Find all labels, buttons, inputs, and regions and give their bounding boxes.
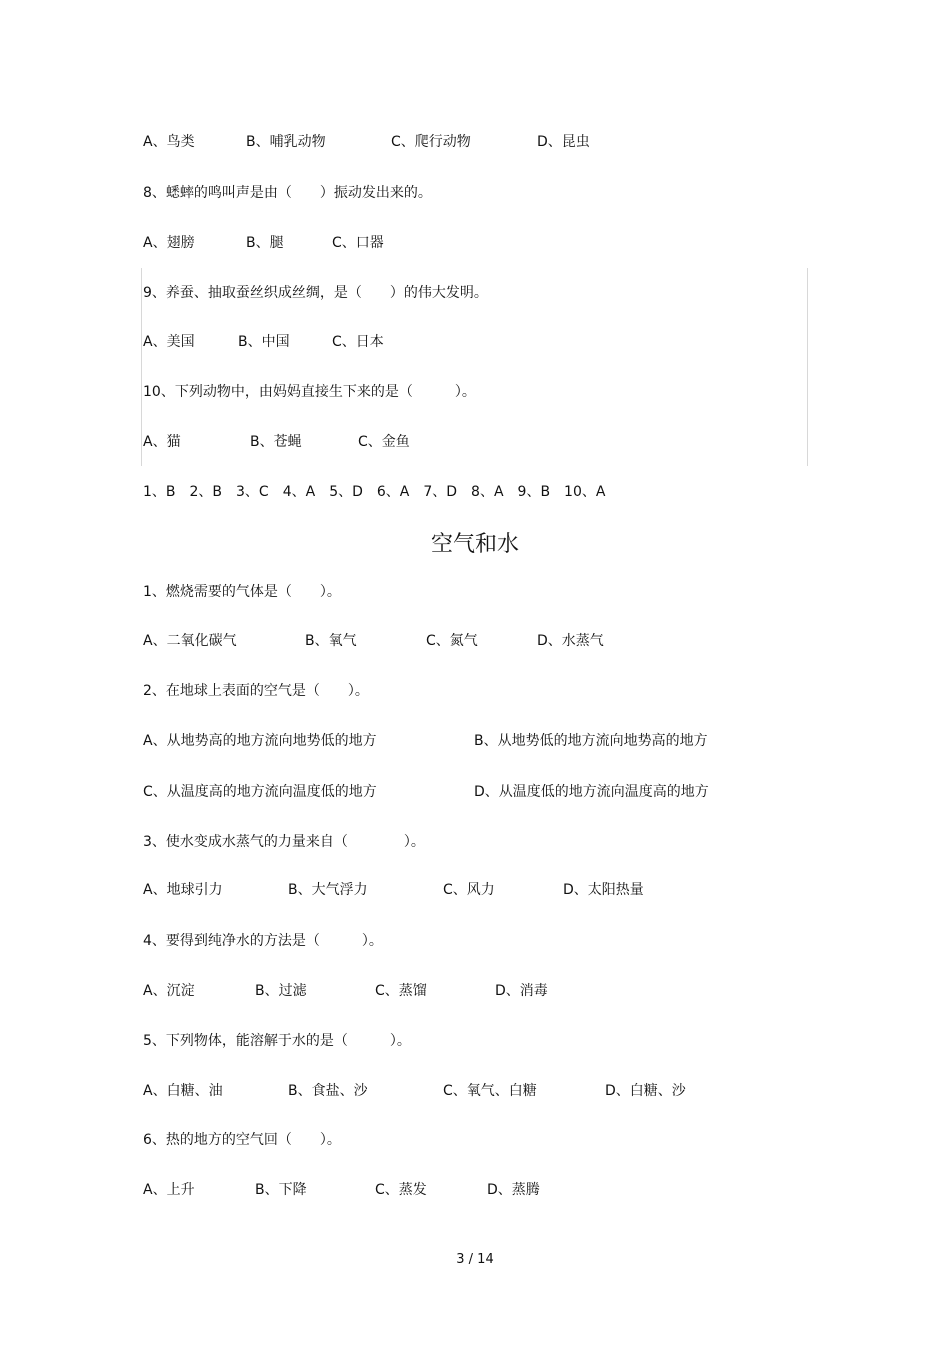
question-3: 3、使水变成水蒸气的力量来自（ ）。 [143, 834, 425, 850]
option: B、苍蝇 [250, 434, 302, 450]
margin-line-right [807, 268, 808, 466]
option: A、地球引力 [143, 882, 223, 898]
option: C、蒸馏 [375, 983, 427, 999]
question-6: 6、热的地方的空气回（ ）。 [143, 1132, 341, 1148]
option: B、中国 [238, 334, 290, 350]
option: B、氧气 [305, 633, 357, 649]
option: C、风力 [443, 882, 495, 898]
q2-options-row1 [143, 732, 708, 786]
option: C、口器 [332, 235, 384, 251]
question-8: 8、蟋蟀的鸣叫声是由（ ）振动发出来的。 [143, 185, 432, 201]
option: D、白糖、沙 [605, 1083, 686, 1099]
page-number: 3 / 14 [456, 1252, 494, 1267]
option: B、食盐、沙 [288, 1083, 368, 1099]
option: A、从地势高的地方流向地势低的地方 [143, 733, 377, 749]
option: B、腿 [246, 235, 284, 251]
option: B、过滤 [255, 983, 307, 999]
answer-key: 1、B 2、B 3、C 4、A 5、D 6、A 7、D 8、A 9、B 10、A [143, 484, 606, 500]
question-10: 10、下列动物中，由妈妈直接生下来的是（ ）。 [143, 384, 476, 400]
q2-options-row2 [143, 783, 709, 837]
option: A、白糖、油 [143, 1083, 223, 1099]
option: C、蒸发 [375, 1182, 427, 1198]
option: A、鸟类 [143, 134, 195, 150]
question-1: 1、燃烧需要的气体是（ ）。 [143, 584, 341, 600]
option: B、哺乳动物 [246, 134, 326, 150]
option: D、水蒸气 [537, 633, 604, 649]
question-9: 9、养蚕、抽取蚕丝织成丝绸，是（ ）的伟大发明。 [143, 285, 488, 301]
option: A、美国 [143, 334, 195, 350]
option: B、大气浮力 [288, 882, 368, 898]
option: B、下降 [255, 1182, 307, 1198]
option: A、翅膀 [143, 235, 195, 251]
question-4: 4、要得到纯净水的方法是（ ）。 [143, 933, 383, 949]
option: D、从温度低的地方流向温度高的地方 [474, 784, 709, 800]
option: A、猫 [143, 434, 181, 450]
option: D、昆虫 [537, 134, 590, 150]
option: C、氮气 [426, 633, 478, 649]
section-title: 空气和水 [430, 532, 519, 557]
option: A、沉淀 [143, 983, 195, 999]
option: C、爬行动物 [391, 134, 471, 150]
option: A、上升 [143, 1182, 195, 1198]
option: C、金鱼 [358, 434, 410, 450]
question-2: 2、在地球上表面的空气是（ ）。 [143, 683, 369, 699]
option: D、蒸腾 [487, 1182, 540, 1198]
option: C、氧气、白糖 [443, 1083, 537, 1099]
option: C、日本 [332, 334, 384, 350]
option: D、太阳热量 [563, 882, 644, 898]
option: B、从地势低的地方流向地势高的地方 [474, 733, 708, 749]
option: C、从温度高的地方流向温度低的地方 [143, 784, 377, 800]
option: A、二氧化碳气 [143, 633, 237, 649]
question-5: 5、下列物体，能溶解于水的是（ ）。 [143, 1033, 411, 1049]
option: D、消毒 [495, 983, 548, 999]
margin-line-left [141, 268, 142, 466]
